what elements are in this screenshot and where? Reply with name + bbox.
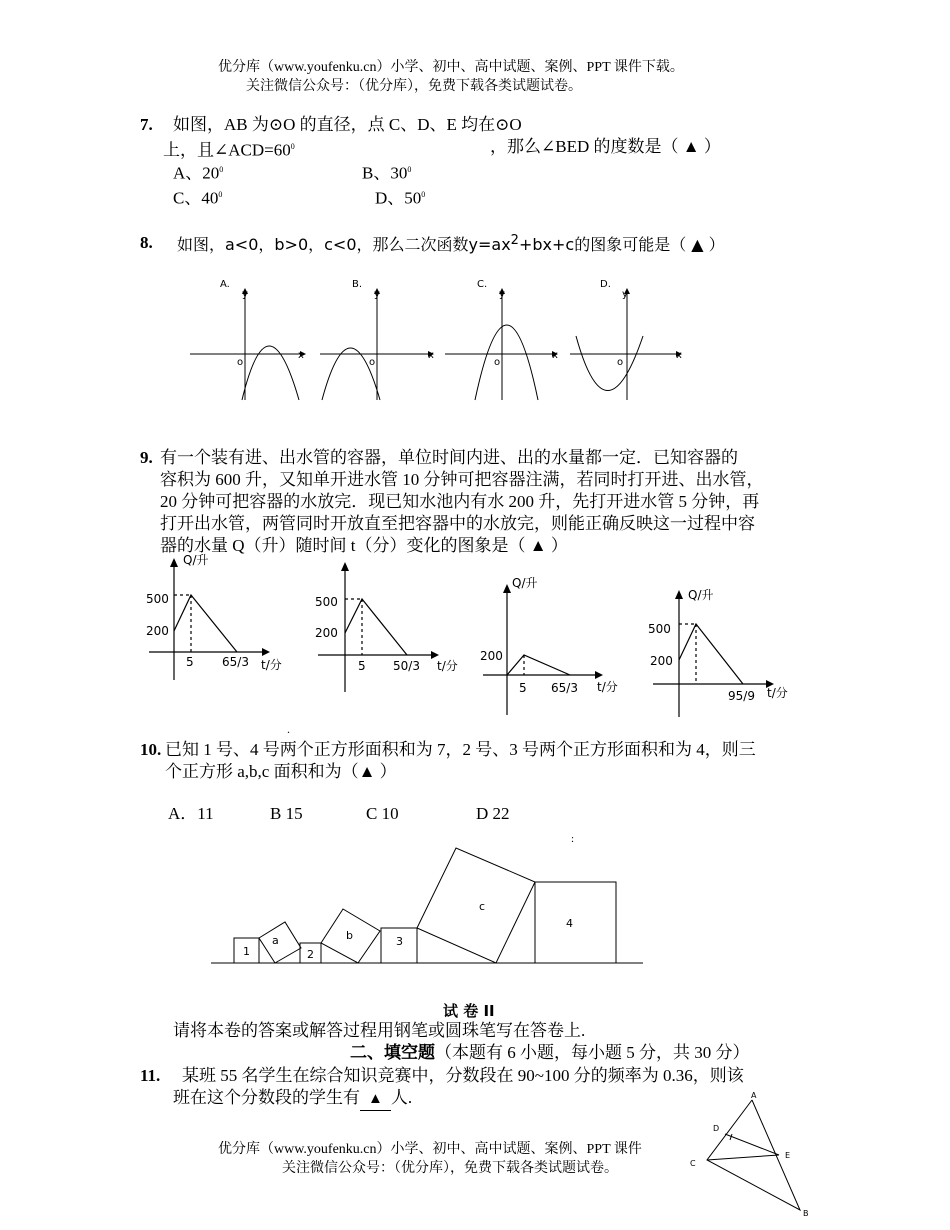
q9-graph-1-x-label: t/分 bbox=[261, 658, 282, 672]
q11-line-2-b: 人. bbox=[390, 1088, 413, 1107]
q10-line-1: 已知 1 号、4 号两个正方形面积和为 7，2 号、3 号两个正方形面积和为 4，则三 bbox=[165, 740, 756, 759]
q10-label-1: 1 bbox=[243, 945, 250, 958]
q7-option-d-text: D、50 bbox=[375, 188, 422, 208]
q8-graph-d-curve bbox=[576, 336, 643, 391]
q8-graph-c-curve bbox=[475, 325, 538, 400]
section-heading-a: 二、填空题 bbox=[350, 1043, 435, 1062]
q9-graph-2-x-arrow bbox=[431, 651, 439, 659]
q9-line-5: 器的水量 Q（升）随时间 t（分）变化的图象是（ ▲ ） bbox=[160, 536, 568, 555]
q7-option-b bbox=[362, 159, 411, 185]
q7-line2-b: ，那么∠BED 的度数是（ ▲ ） bbox=[490, 137, 721, 156]
q11-label-a: A bbox=[751, 1091, 757, 1100]
q9-graph-1-tick-200: 200 bbox=[146, 624, 169, 638]
q9-line-2: 容积为 600 升，又知单开进水管 10 分钟可把容器注满，若同时打开进、出水管， bbox=[160, 470, 764, 489]
q10-number: 10. bbox=[140, 740, 162, 759]
q9-graphs bbox=[0, 545, 950, 725]
q10-stray-colon: : bbox=[571, 833, 575, 845]
q7-option-d bbox=[375, 184, 425, 210]
q9-graph-3-x-label: t/分 bbox=[597, 680, 618, 694]
q8-text-sup: 2 bbox=[510, 233, 519, 248]
q11-line-2-a: 班在这个分数段的学生有 bbox=[173, 1088, 360, 1107]
q10-option-a: A．11 bbox=[168, 804, 214, 823]
q8-graph-c-label: C. bbox=[477, 279, 488, 290]
footer-line-1: 优分库（www.youfenku.cn）小学、初中、高中试题、案例、PPT 课件 bbox=[218, 1142, 642, 1157]
q8-number: 8. bbox=[140, 233, 153, 252]
q7-option-c-text: C、40 bbox=[173, 188, 219, 208]
q9-graph-1-y-arrow bbox=[170, 558, 178, 567]
q10-label-b: b bbox=[346, 929, 353, 942]
q9-graph-4-y-arrow bbox=[675, 590, 683, 599]
q9-graph-1-y-label: Q/升 bbox=[183, 553, 209, 567]
q11-segment-ce bbox=[707, 1155, 779, 1160]
q9-graph-1-line bbox=[174, 595, 237, 652]
q7-line1: 如图，AB 为⊙O 的直径，点 C、D、E 均在⊙O bbox=[173, 115, 522, 134]
q8-graph-c-y-label: y bbox=[499, 289, 505, 300]
q10-square-a bbox=[259, 922, 301, 963]
q7-option-c bbox=[173, 184, 222, 210]
q8-graph-b-curve bbox=[322, 348, 380, 400]
q11-label-b: B bbox=[803, 1209, 809, 1218]
q9-graph-4-x-label: t/分 bbox=[767, 686, 788, 700]
q9-graph-3-y-label: Q/升 bbox=[512, 576, 538, 590]
q8-graph-d-y-label: y bbox=[622, 289, 628, 300]
q9-graph-2-tick-500: 500 bbox=[315, 595, 338, 609]
q10-option-b: B 15 bbox=[270, 804, 303, 823]
q11-line-1: 某班 55 名学生在综合知识竞赛中，分数段在 90~100 分的频率为 0.36，则该 bbox=[182, 1066, 744, 1085]
q8-graph-a-y-label: y bbox=[242, 289, 248, 300]
q8-graph-a-origin: o bbox=[237, 357, 244, 368]
q9-graph-3-tick-200: 200 bbox=[480, 649, 503, 663]
q8-graph-d-x-label: x bbox=[676, 350, 682, 361]
q8-graph-d-origin: o bbox=[617, 357, 624, 368]
q9-line-3: 20 分钟可把容器的水放完．现已知水池内有水 200 升，先打开进水管 5 分钟，再 bbox=[160, 492, 760, 511]
q9-graph-3-x-arrow bbox=[595, 671, 603, 679]
q10-stray-dot: . bbox=[287, 722, 290, 736]
q9-line-4: 打开出水管，两管同时开放直至把容器中的水放完，则能正确反映这一过程中容 bbox=[160, 514, 755, 533]
header-line-2: 关注微信公众号：（优分库），免费下载各类试题试卷。 bbox=[246, 79, 582, 94]
q11-label-c: C bbox=[690, 1159, 696, 1168]
q8-graph-b-label: B. bbox=[352, 279, 363, 290]
q7-line2 bbox=[163, 136, 295, 162]
section-heading bbox=[350, 1042, 750, 1064]
q9-graph-3-tick-5: 5 bbox=[519, 681, 527, 695]
q8-graph-b-y-label: y bbox=[374, 289, 380, 300]
q7-line2-a: 上，且∠ACD=60 bbox=[163, 140, 291, 160]
q9-graph-3-y-arrow bbox=[503, 584, 511, 593]
q9-graph-3-line bbox=[507, 655, 570, 675]
q9-graph-2-tick-end: 50/3 bbox=[393, 659, 420, 673]
q9-graph-4-y-label: Q/升 bbox=[688, 588, 714, 602]
q8-graph-a-label: A. bbox=[220, 279, 230, 290]
section-instruction: 请将本卷的答案或解答过程用钢笔或圆珠笔写在答卷上. bbox=[173, 1021, 586, 1040]
section-title: 试 卷 II bbox=[443, 1002, 495, 1020]
q10-figure bbox=[0, 840, 950, 980]
q10-label-2: 2 bbox=[307, 948, 314, 961]
q11-label-e: E bbox=[785, 1151, 791, 1160]
q7-option-b-deg: 0 bbox=[407, 165, 412, 174]
q11-answer-blank: ▲ bbox=[360, 1088, 391, 1111]
q10-label-4: 4 bbox=[566, 917, 573, 930]
q9-graph-4-line bbox=[679, 624, 743, 684]
q8-graph-b-x-label: x bbox=[428, 350, 434, 361]
q9-graph-1-tick-end: 65/3 bbox=[222, 655, 249, 669]
q9-graph-4-tick-200: 200 bbox=[650, 654, 673, 668]
q9-graph-2-y-arrow bbox=[341, 562, 349, 571]
q9-graph-2-tick-5: 5 bbox=[358, 659, 366, 673]
q7-option-b-text: B、30 bbox=[362, 163, 408, 183]
q9-graph-2-line bbox=[345, 599, 407, 655]
q10-square-c bbox=[417, 848, 535, 963]
q9-graph-3-tick-end: 65/3 bbox=[551, 681, 578, 695]
q7-option-a-deg: 0 bbox=[219, 165, 224, 174]
q9-graph-2-x-label: t/分 bbox=[437, 659, 458, 673]
q8-graph-c-x-label: x bbox=[552, 350, 558, 361]
q9-number: 9. bbox=[140, 448, 153, 467]
q8-text bbox=[177, 230, 725, 256]
section-heading-b: （本题有 6 小题，每小题 5 分，共 30 分） bbox=[435, 1043, 750, 1062]
q11-label-d: D bbox=[713, 1124, 720, 1133]
q7-option-a bbox=[173, 159, 223, 185]
q9-graph-1-tick-5: 5 bbox=[186, 655, 194, 669]
footer-line-2: 关注微信公众号：（优分库），免费下载各类试题试卷。 bbox=[282, 1161, 618, 1176]
q9-graph-1-x-arrow bbox=[262, 648, 270, 656]
q10-square-4 bbox=[535, 882, 616, 963]
q10-label-c: c bbox=[479, 900, 486, 913]
q8-text-pre: 如图，a<0，b>0，c<0，那么二次函数y=ax bbox=[177, 235, 511, 254]
q8-graph-c-origin: o bbox=[494, 357, 501, 368]
q7-option-d-deg: 0 bbox=[421, 190, 426, 199]
q7-number: 7. bbox=[140, 115, 153, 134]
q9-graph-4-tick-500: 500 bbox=[648, 622, 671, 636]
q8-graph-b-origin: o bbox=[369, 357, 376, 368]
q7-option-a-text: A、20 bbox=[173, 163, 220, 183]
q10-label-3: 3 bbox=[396, 935, 403, 948]
q9-line-1: 有一个装有进、出水管的容器，单位时间内进、出的水量都一定．已知容器的 bbox=[160, 448, 738, 467]
q7-degree: 0 bbox=[290, 142, 295, 151]
q9-graph-4-tick-end: 95/9 bbox=[728, 689, 755, 703]
q10-label-a: a bbox=[272, 934, 279, 947]
q10-line-2: 个正方形 a,b,c 面积和为（▲ ） bbox=[165, 762, 397, 781]
q7-option-c-deg: 0 bbox=[218, 190, 223, 199]
q8-graph-a-x-label: x bbox=[298, 350, 304, 361]
q10-option-d: D 22 bbox=[476, 804, 510, 823]
q10-option-c: C 10 bbox=[366, 804, 399, 823]
q9-graph-2-tick-200: 200 bbox=[315, 626, 338, 640]
q9-graph-1-tick-500: 500 bbox=[146, 592, 169, 606]
q8-graphs bbox=[0, 270, 950, 420]
q11-number: 11. bbox=[140, 1066, 161, 1085]
q8-graph-d-label: D. bbox=[600, 279, 611, 290]
q8-text-post: +bx+c的图象可能是（ ▲ ） bbox=[518, 235, 725, 254]
header-line-1: 优分库（www.youfenku.cn）小学、初中、高中试题、案例、PPT 课件下载。 bbox=[218, 60, 684, 75]
